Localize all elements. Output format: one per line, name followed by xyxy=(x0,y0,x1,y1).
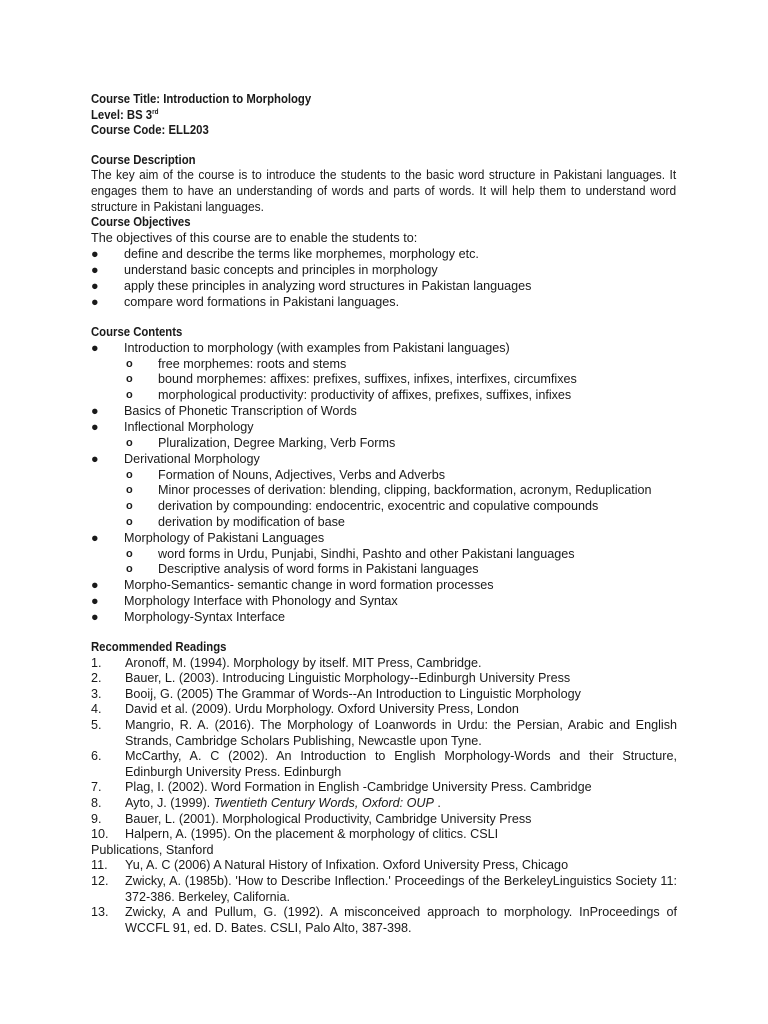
content-item xyxy=(91,531,677,547)
reading-text: Zwicky, A and Pullum, G. (1992). A misconceived approach to morphology. InProceedings of WCCFL 91, ed. D. Bates. CSLI, Palo Alto, 387-398. xyxy=(125,905,677,935)
reading-item xyxy=(91,905,677,936)
content-subitem-text: Minor processes of derivation: blending, clipping, backformation, acronym, Reduplication xyxy=(158,483,652,498)
reading-text xyxy=(125,796,677,812)
reading-item xyxy=(91,702,677,718)
content-item xyxy=(91,341,677,357)
content-subitem-text: Pluralization, Degree Marking, Verb Forms xyxy=(158,435,396,450)
objective-text: define and describe the terms like morphemes, morphology etc. xyxy=(124,246,479,261)
content-item xyxy=(91,578,677,594)
reading-continuation: Publications, Stanford xyxy=(91,842,214,857)
bullet-icon: ● xyxy=(91,530,99,545)
objectives-heading: Course Objectives xyxy=(91,215,191,230)
description-text: The key aim of the course is to introduce the students to the basic word structure in Pakistani languages. It engages them to have an understanding of words and parts of words. It will help them to understand word structure in Pakistani languages. xyxy=(91,168,677,214)
reading-number: 7. xyxy=(91,780,102,795)
readings-list xyxy=(91,656,677,937)
content-text: Basics of Phonetic Transcription of Words xyxy=(124,403,357,418)
content-subitem xyxy=(91,562,677,578)
content-subitem-text: morphological productivity: productivity of affixes, prefixes, suffixes, infixes xyxy=(158,387,572,402)
bullet-icon: ● xyxy=(91,610,99,625)
content-subitem-text: bound morphemes: affixes: prefixes, suffixes, infixes, interfixes, circumfixes xyxy=(158,372,577,387)
content-text: Inflectional Morphology xyxy=(124,419,254,434)
content-subitem xyxy=(91,547,677,563)
document-page xyxy=(91,92,677,936)
reading-item xyxy=(91,796,677,812)
reading-item xyxy=(91,858,677,874)
sub-bullet-icon: o xyxy=(126,468,133,481)
bullet-icon: ● xyxy=(91,451,99,466)
reading-text-pre: Ayto, J. (1999). xyxy=(125,795,214,810)
content-subitem xyxy=(91,436,677,452)
bullet-icon: ● xyxy=(91,403,99,418)
course-level xyxy=(91,108,618,124)
reading-number: 6. xyxy=(91,749,102,764)
contents-list xyxy=(91,341,677,626)
content-subitem-text: Formation of Nouns, Adjectives, Verbs and Adverbs xyxy=(158,467,446,482)
reading-item xyxy=(91,812,677,828)
reading-text: Bauer, L. (2003). Introducing Linguistic Morphology--Edinburgh University Press xyxy=(125,671,571,686)
objective-item xyxy=(91,263,677,279)
content-item xyxy=(91,420,677,436)
content-subitem xyxy=(91,483,677,499)
reading-text: Booij, G. (2005) The Grammar of Words--An Introduction to Linguistic Morphology xyxy=(125,686,581,701)
objective-item xyxy=(91,247,677,263)
reading-text: Zwicky, A. (1985b). 'How to Describe Inflection.' Proceedings of the BerkeleyLinguistics Society 11: 372-386. Berkeley, California. xyxy=(125,873,677,904)
content-item xyxy=(91,404,677,420)
reading-item xyxy=(91,718,677,749)
objective-item xyxy=(91,295,677,311)
bullet-icon: ● xyxy=(91,594,99,609)
bullet-icon: ● xyxy=(91,340,99,355)
sub-bullet-icon: o xyxy=(126,547,133,560)
objective-text: compare word formations in Pakistani languages. xyxy=(124,294,400,309)
reading-text: Yu, A. C (2006) A Natural History of Infixation. Oxford University Press, Chicago xyxy=(125,858,569,873)
content-text: Morphology Interface with Phonology and Syntax xyxy=(124,594,398,609)
content-subitem xyxy=(91,468,677,484)
reading-item xyxy=(91,874,677,905)
reading-item xyxy=(91,656,677,672)
objectives-intro: The objectives of this course are to enable the students to: xyxy=(91,230,418,245)
content-subitem xyxy=(91,499,677,515)
reading-text-post: . xyxy=(433,795,441,810)
content-subitem xyxy=(91,372,677,388)
reading-number: 5. xyxy=(91,718,102,732)
objectives-list xyxy=(91,247,677,311)
content-text: Derivational Morphology xyxy=(124,451,260,466)
reading-text-italic: Twentieth Century Words, Oxford: OUP xyxy=(213,795,434,810)
reading-item xyxy=(91,671,677,687)
reading-text: Plag, I. (2002). Word Formation in English -Cambridge University Press. Cambridge xyxy=(125,780,592,795)
objective-item xyxy=(91,279,677,295)
reading-number: 11. xyxy=(91,858,108,873)
reading-number: 10. xyxy=(91,827,109,842)
bullet-icon: ● xyxy=(91,262,99,277)
reading-number: 2. xyxy=(91,671,102,686)
sub-bullet-icon: o xyxy=(126,436,133,449)
reading-number: 3. xyxy=(91,686,102,701)
reading-number: 4. xyxy=(91,702,102,717)
description-heading: Course Description xyxy=(91,152,196,167)
bullet-icon: ● xyxy=(91,294,99,309)
reading-item xyxy=(91,749,677,780)
content-item xyxy=(91,452,677,468)
reading-text: Bauer, L. (2001). Morphological Productivity, Cambridge University Press xyxy=(125,811,532,826)
bullet-icon: ● xyxy=(91,246,99,261)
readings-heading: Recommended Readings xyxy=(91,640,227,655)
content-item xyxy=(91,594,677,610)
bullet-icon: ● xyxy=(91,278,99,293)
content-subitem-text: Descriptive analysis of word forms in Pakistani languages xyxy=(158,562,479,577)
content-text: Morphology-Syntax Interface xyxy=(124,610,286,625)
reading-text: Aronoff, M. (1994). Morphology by itself. MIT Press, Cambridge. xyxy=(125,655,482,670)
objective-text: apply these principles in analyzing word structures in Pakistan languages xyxy=(124,278,532,293)
course-level-sup: rd xyxy=(152,108,159,116)
sub-bullet-icon: o xyxy=(126,499,133,512)
sub-bullet-icon: o xyxy=(126,373,133,386)
content-subitem-text: free morphemes: roots and stems xyxy=(158,356,347,371)
reading-item xyxy=(91,827,677,843)
content-subitem-text: word forms in Urdu, Punjabi, Sindhi, Pashto and other Pakistani languages xyxy=(158,546,575,561)
bullet-icon: ● xyxy=(91,578,99,593)
reading-number: 12. xyxy=(91,873,109,888)
content-subitem-text: derivation by compounding: endocentric, exocentric and copulative compounds xyxy=(158,498,599,513)
sub-bullet-icon: o xyxy=(126,563,133,576)
reading-number: 8. xyxy=(91,795,102,810)
content-subitem-text: derivation by modification of base xyxy=(158,514,345,529)
sub-bullet-icon: o xyxy=(126,484,133,497)
course-code: Course Code: ELL203 xyxy=(91,123,209,138)
course-title: Course Title: Introduction to Morphology xyxy=(91,92,312,106)
bullet-icon: ● xyxy=(91,419,99,434)
content-subitem xyxy=(91,357,677,373)
content-text: Introduction to morphology (with examples from Pakistani languages) xyxy=(124,340,510,355)
reading-number: 13. xyxy=(91,905,109,920)
reading-number: 1. xyxy=(91,655,102,670)
sub-bullet-icon: o xyxy=(126,388,133,401)
course-level-text: Level: BS 3 xyxy=(91,107,153,122)
objective-text: understand basic concepts and principles in morphology xyxy=(124,262,438,277)
content-subitem xyxy=(91,388,677,404)
contents-heading: Course Contents xyxy=(91,324,183,339)
content-subitem xyxy=(91,515,677,531)
sub-bullet-icon: o xyxy=(126,515,133,528)
content-item xyxy=(91,610,677,626)
reading-item xyxy=(91,780,677,796)
reading-item xyxy=(91,687,677,703)
content-text: Morphology of Pakistani Languages xyxy=(124,530,325,545)
reading-text: Halpern, A. (1995). On the placement & morphology of clitics. CSLI xyxy=(125,827,499,842)
reading-text: Mangrio, R. A. (2016). The Morphology of Loanwords in Urdu: the Persian, Arabic and English Strands, Cambridge Scholars Publishing, Newcastle upon Tyne. xyxy=(125,718,677,748)
reading-text: McCarthy, A. C (2002). An Introduction to English Morphology-Words and their Structure, Edinburgh University Press. Edinburgh xyxy=(125,749,677,779)
reading-text: David et al. (2009). Urdu Morphology. Oxford University Press, London xyxy=(125,702,519,717)
content-text: Morpho-Semantics- semantic change in word formation processes xyxy=(124,578,494,593)
reading-number: 9. xyxy=(91,811,102,826)
sub-bullet-icon: o xyxy=(126,357,133,370)
